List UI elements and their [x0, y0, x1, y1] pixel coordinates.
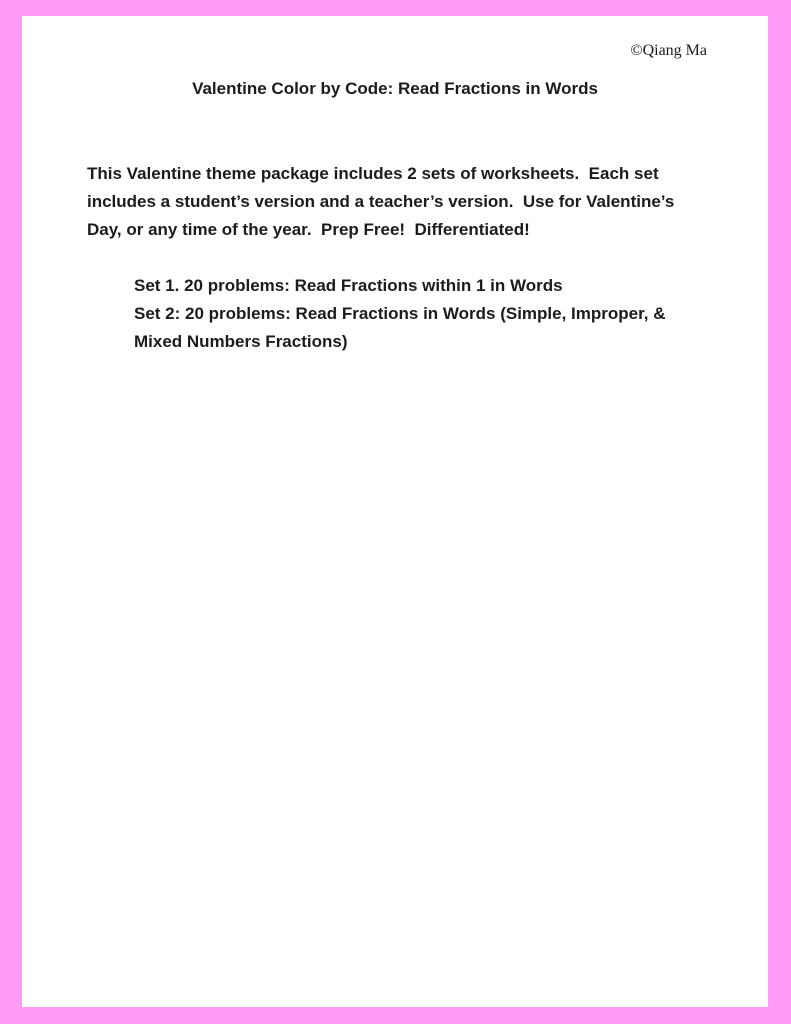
- intro-paragraph-line: This Valentine theme package includes 2 sets of worksheets. Each set: [87, 164, 659, 183]
- intro-paragraph-line: Day, or any time of the year. Prep Free! Differentiated!: [87, 220, 530, 239]
- copyright-notice: ©Qiang Ma: [630, 42, 707, 59]
- set-list: [22, 272, 768, 356]
- intro-paragraph: [22, 160, 768, 244]
- set-list-line: Set 1. 20 problems: Read Fractions within 1 in Words: [134, 276, 563, 295]
- document-title: Valentine Color by Code: Read Fractions in Words: [192, 79, 598, 98]
- set-list-line: Set 2: 20 problems: Read Fractions in Words (Simple, Improper, &: [134, 304, 666, 323]
- document-page: [22, 16, 768, 1007]
- set-list-line: Mixed Numbers Fractions): [134, 332, 348, 351]
- intro-paragraph-line: includes a student’s version and a teacher’s version. Use for Valentine’s: [87, 192, 675, 211]
